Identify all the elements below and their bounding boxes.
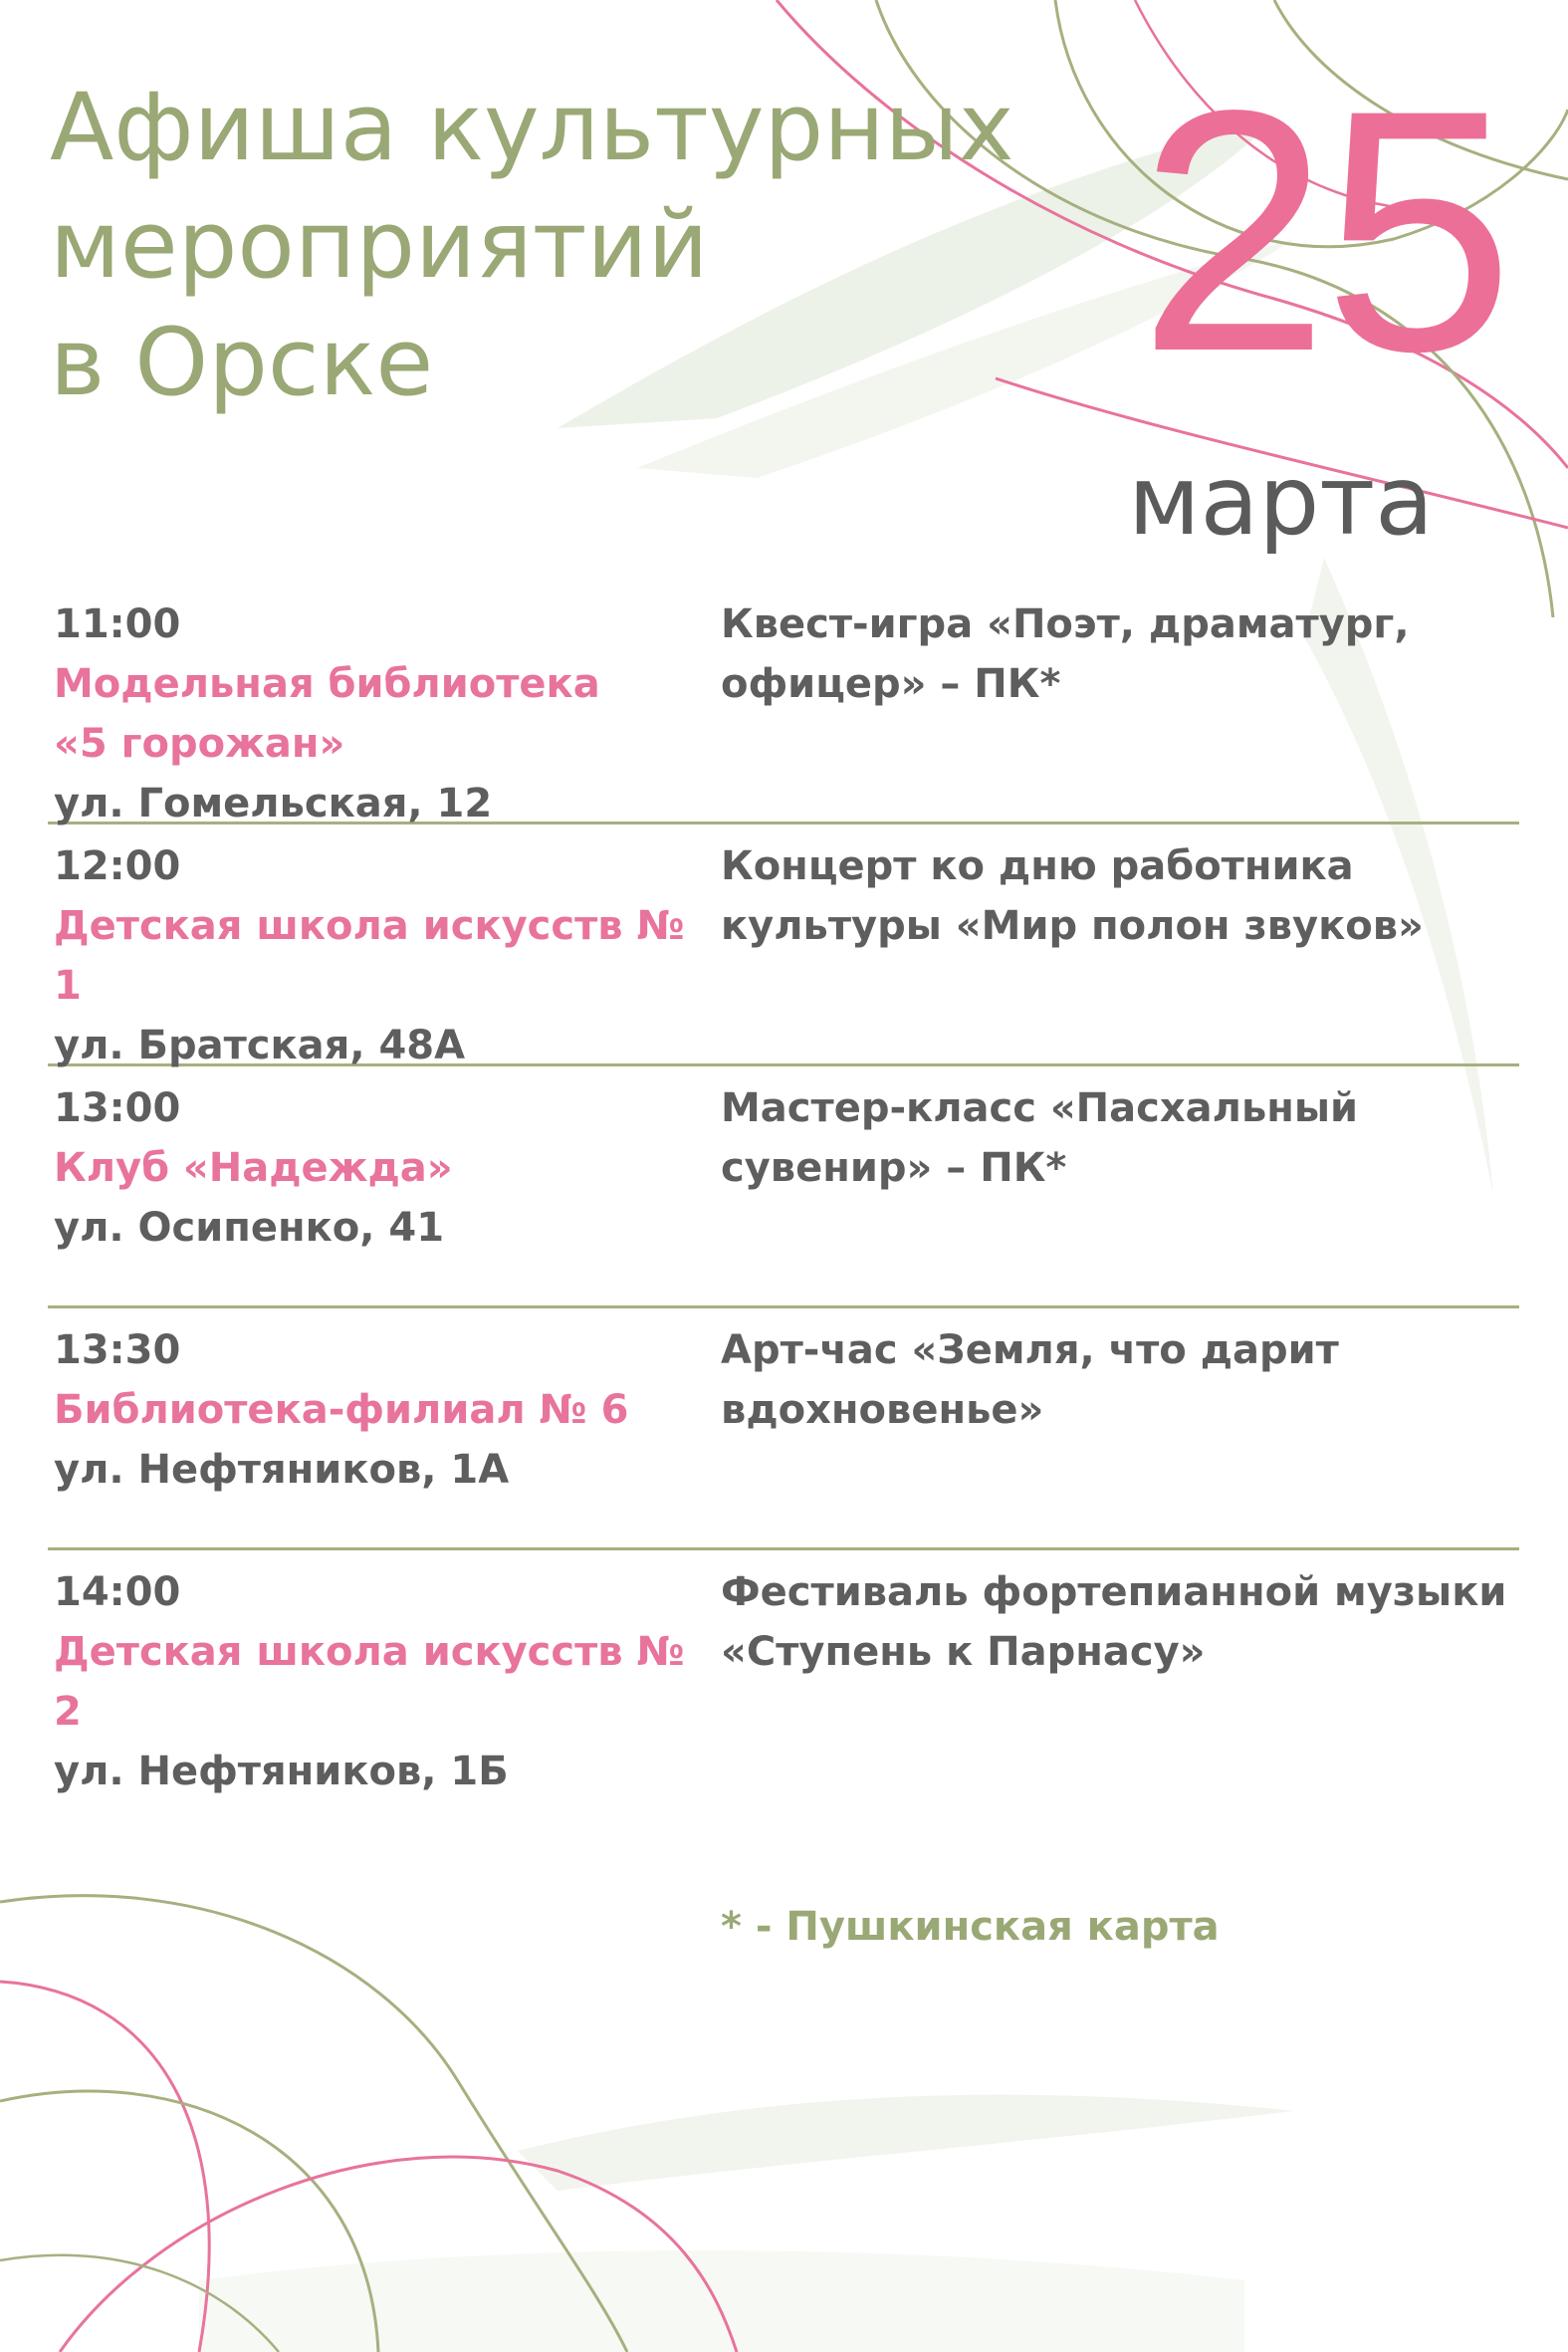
event-time: 11:00 [54,601,181,647]
event-description: Мастер-класс «Пасхальный сувенир» – ПК* [721,1085,1359,1191]
event-item [48,1308,1519,1550]
event-address: ул. Гомельская, 12 [54,781,493,826]
page-title [50,70,1045,422]
event-time: 13:30 [54,1327,181,1373]
title-line-1: Афиша культурных [50,74,1014,182]
event-address: ул. Нефтяников, 1Б [54,1749,509,1794]
event-item [48,824,1519,1066]
event-description: Арт-час «Земля, что дарит вдохновенье» [721,1327,1339,1433]
event-description: Квест-игра «Поэт, драматург, офицер» – ПК* [721,601,1410,707]
event-address: ул. Нефтяников, 1А [54,1447,510,1493]
event-address: ул. Братская, 48А [54,1023,466,1068]
event-address: ул. Осипенко, 41 [54,1205,445,1251]
event-time: 13:00 [54,1085,181,1131]
event-venue: Клуб «Надежда» [54,1145,453,1191]
event-time: 14:00 [54,1569,181,1615]
title-line-2: мероприятий [50,191,709,300]
event-venue: Детская школа искусств № 1 [54,903,685,1009]
event-item [48,583,1519,824]
event-list [48,583,1519,1794]
event-description: Фестиваль фортепианной музыки «Ступень к Парнасу» [721,1569,1507,1675]
date-day: 25 [1138,40,1508,423]
event-time: 12:00 [54,843,181,889]
event-venue: Библиотека-филиал № 6 [54,1387,629,1433]
date-month: марта [1128,445,1434,557]
event-venue: Детская школа искусств № 2 [54,1629,685,1735]
event-venue: Модельная библиотека «5 горожан» [54,661,600,767]
event-item [48,1066,1519,1308]
event-description: Концерт ко дню работника культуры «Мир полон звуков» [721,843,1424,949]
footnote: * - Пушкинская карта [721,1904,1220,1950]
event-item [48,1550,1519,1794]
title-line-3: в Орске [50,309,434,417]
